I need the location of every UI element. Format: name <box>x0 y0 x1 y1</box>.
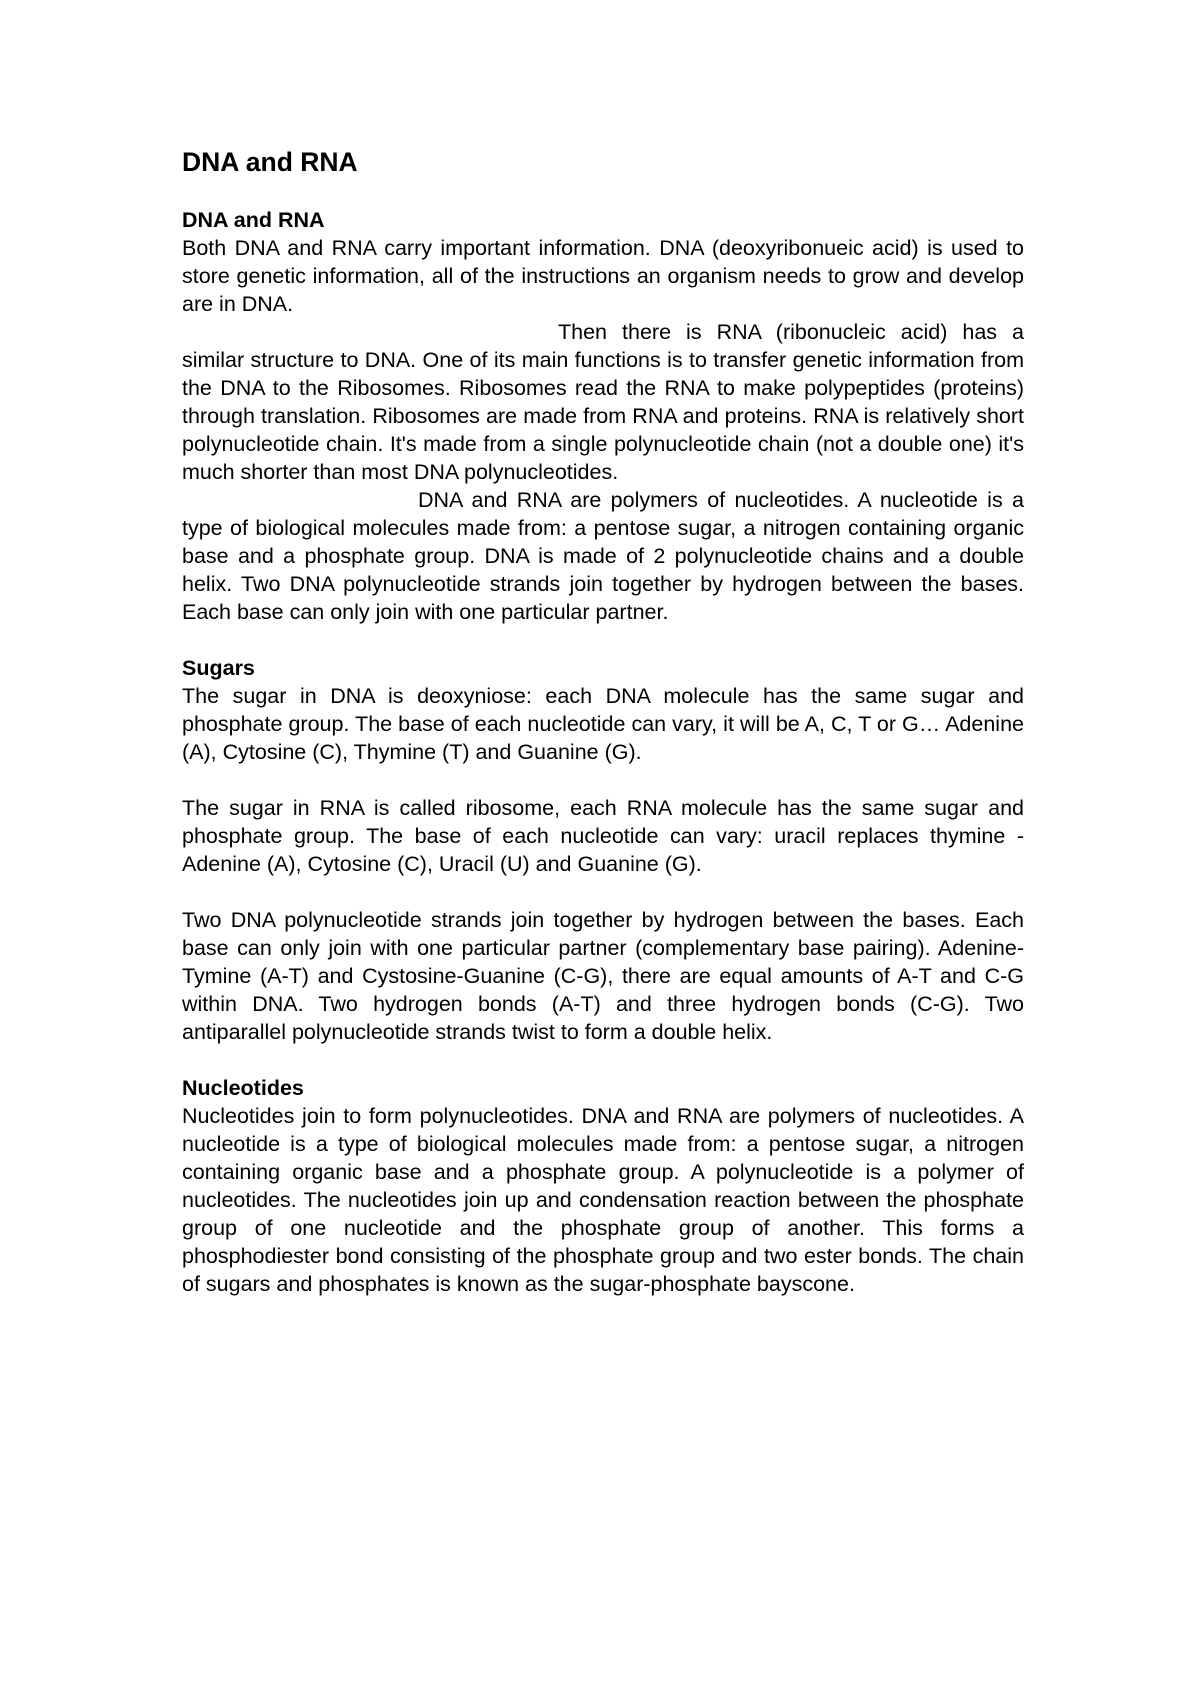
section-sugars <box>182 654 1024 1046</box>
section-dna-and-rna <box>182 206 1024 626</box>
paragraph: Two DNA polynucleotide strands join together by hydrogen between the bases. Each base can only join with one particular partner (complementary base pairing). Adenine-Tymine (A-T) and Cystosine-Guanine (C-G), there are equal amounts of A-T and C-G within DNA. Two hydrogen bonds (A-T) and three hydrogen bonds (C-G). Two antiparallel polynucleotide strands twist to form a double helix. <box>182 908 1024 1044</box>
paragraph: Both DNA and RNA carry important information. DNA (deoxyribonueic acid) is used to store genetic information, all of the instructions an organism needs to grow and develop are in DNA. <box>182 236 1024 316</box>
section-heading: Sugars <box>182 656 255 680</box>
paragraph: Then there is RNA (ribonucleic acid) has a similar structure to DNA. One of its main functions is to transfer genetic information from the DNA to the Ribosomes. Ribosomes read the RNA to make polypeptides (proteins) through translation. Ribosomes are made from RNA and proteins. RNA is relatively short polynucleotide chain. It's made from a single polynucleotide chain (not a double one) it's much shorter than most DNA polynucleotides. <box>182 320 1024 484</box>
document-page <box>182 142 1024 1326</box>
document-title: DNA and RNA <box>182 147 358 177</box>
section-heading: Nucleotides <box>182 1076 304 1100</box>
section-heading: DNA and RNA <box>182 208 325 232</box>
paragraph: DNA and RNA are polymers of nucleotides. A nucleotide is a type of biological molecules made from: a pentose sugar, a nitrogen containing organic base and a phosphate group. DNA is made of 2 polynucleotide chains and a double helix. Two DNA polynucleotide strands join together by hydrogen between the bases. Each base can only join with one particular partner. <box>182 488 1024 624</box>
section-nucleotides <box>182 1074 1024 1298</box>
paragraph: The sugar in DNA is deoxyniose: each DNA molecule has the same sugar and phosphate group. The base of each nucleotide can vary, it will be A, C, T or G… Adenine (A), Cytosine (C), Thymine (T) and Guanine (G). <box>182 684 1024 764</box>
paragraph: Nucleotides join to form polynucleotides. DNA and RNA are polymers of nucleotides. A nucleotide is a type of biological molecules made from: a pentose sugar, a nitrogen containing organic base and a phosphate group. A polynucleotide is a polymer of nucleotides. The nucleotides join up and condensation reaction between the phosphate group of one nucleotide and the phosphate group of another. This forms a phosphodiester bond consisting of the phosphate group and two ester bonds. The chain of sugars and phosphates is known as the sugar-phosphate bayscone. <box>182 1104 1024 1296</box>
paragraph: The sugar in RNA is called ribosome, each RNA molecule has the same sugar and phosphate group. The base of each nucleotide can vary: uracil replaces thymine - Adenine (A), Cytosine (C), Uracil (U) and Guanine (G). <box>182 796 1024 876</box>
